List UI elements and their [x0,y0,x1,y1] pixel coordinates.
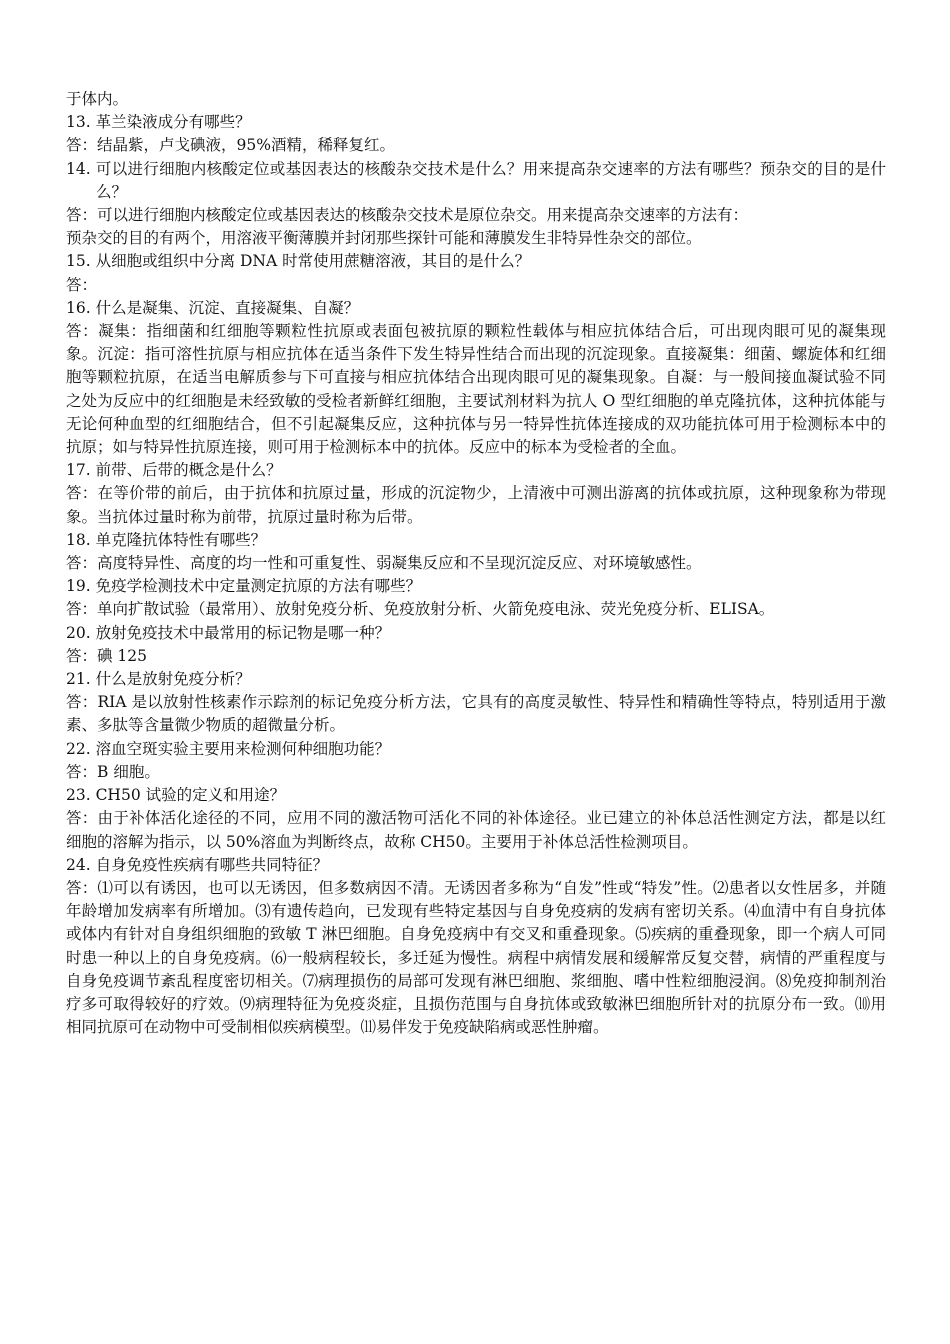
question-line: 17. 前带、后带的概念是什么？ [66,461,282,480]
question-line: 14. 可以进行细胞内核酸定位或基因表达的核酸杂交技术是什么？用来提高杂交速率的方法有哪些？预杂交的目的是什么？ [66,159,886,201]
document-body [66,88,886,1039]
answer-paragraph: 答：⑴可以有诱因，也可以无诱因，但多数病因不清。无诱因者多称为“自发”性或“特发”性。⑵患者以女性居多，并随年龄增加发病率有所增加。⑶有遗传趋向，已发现有些特定基因与自身免疫病的发病有密切关系。⑷血清中有自身抗体或体内有针对自身组织细胞的致敏 T 淋巴细胞。自身免疫病中有交叉和重叠现象。⑸疾病的重叠现象，即一个病人可同时患一种以上的自身免疫病。⑹一般病程较长，多迁延为慢性。病程中病情发展和缓解常反复交替，病情的严重程度与自身免疫调节紊乱程度密切相关。⑺病理损伤的局部可发现有淋巴细胞、浆细胞、嗜中性粒细胞浸润。⑻免疫抑制剂治疗多可取得较好的疗效。⑼病理特征为免疫炎症，且损伤范围与自身抗体或致敏淋巴细胞所针对的抗原分布一致。⑽用相同抗原可在动物中可受制相似疾病模型。⑾易伴发于免疫缺陷病或恶性肿瘤。 [66,878,886,1037]
question-line: 21. 什么是放射免疫分析？ [66,670,251,689]
question-line: 15. 从细胞或组织中分离 DNA 时常使用蔗糖溶液，其目的是什么？ [66,252,531,271]
question-line: 19. 免疫学检测技术中定量测定抗原的方法有哪些？ [66,577,422,596]
answer-paragraph: 于体内。 [66,90,129,108]
answer-paragraph: 答：碘 125 [66,646,148,665]
answer-paragraph: 答：B 细胞。 [66,762,160,781]
question-line: 13. 革兰染液成分有哪些？ [66,113,251,132]
question-line: 20. 放射免疫技术中最常用的标记物是哪一种？ [66,623,391,642]
answer-paragraph: 答：由于补体活化途径的不同，应用不同的激活物可活化不同的补体途径。业已建立的补体总活性测定方法，都是以红细胞的溶解为指示，以 50%溶血为判断终点，故称 CH50。主要用于补体总活性检测项目。 [66,809,886,851]
answer-paragraph: 答：高度特异性、高度的均一性和可重复性、弱凝集反应和不呈现沉淀反应、对环境敏感性。 [66,554,702,573]
question-line: 16. 什么是凝集、沉淀、直接凝集、自凝？ [66,298,360,317]
answer-paragraph: 答： [66,275,98,294]
question-line: 22. 溶血空斑实验主要用来检测何种细胞功能？ [66,739,391,758]
answer-paragraph: 答：在等价带的前后，由于抗体和抗原过量，形成的沉淀物少，上清液中可测出游离的抗体或抗原，这种现象称为带现象。当抗体过量时称为前带，抗原过量时称为后带。 [66,484,886,526]
answer-paragraph: 答：可以进行细胞内核酸定位或基因表达的核酸杂交技术是原位杂交。用来提高杂交速率的方法有： [66,206,749,225]
answer-paragraph: 答：单向扩散试验（最常用）、放射免疫分析、免疫放射分析、火箭免疫电泳、荧光免疫分析、ELISA。 [66,600,775,619]
answer-paragraph: 答：结晶紫，卢戈碘液，95%酒精，稀释复红。 [66,136,395,155]
answer-paragraph: 预杂交的目的有两个，用溶液平衡薄膜并封闭那些探针可能和薄膜发生非特异性杂交的部位。 [66,229,702,248]
question-line: 23. CH50 试验的定义和用途？ [66,786,286,805]
answer-paragraph: 答：凝集：指细菌和红细胞等颗粒性抗原或表面包被抗原的颗粒性载体与相应抗体结合后，可出现肉眼可见的凝集现象。沉淀：指可溶性抗原与相应抗体在适当条件下发生特异性结合而出现的沉淀现象。直接凝集：细菌、螺旋体和红细胞等颗粒抗原，在适当电解质参与下可直接与相应抗体结合出现肉眼可见的凝集现象。自凝：与一般间接血凝试验不同之处为反应中的红细胞是未经致敏的受检者新鲜红细胞，主要试剂材料为抗人 O 型红细胞的单克隆抗体，这种抗体能与无论何种血型的红细胞结合，但不引起凝集反应，这种抗体与另一特异性抗体连接成的双功能抗体可用于检测标本中的抗原；如与特异性抗原连接，则可用于检测标本中的抗体。反应中的标本为受检者的全血。 [66,322,886,457]
answer-paragraph: 答：RIA 是以放射性核素作示踪剂的标记免疫分析方法，它具有的高度灵敏性、特异性和精确性等特点，特别适用于激素、多肽等含量微少物质的超微量分析。 [66,693,886,735]
question-line: 18. 单克隆抗体特性有哪些？ [66,530,267,549]
question-line: 24. 自身免疫性疾病有哪些共同特征？ [66,855,329,874]
